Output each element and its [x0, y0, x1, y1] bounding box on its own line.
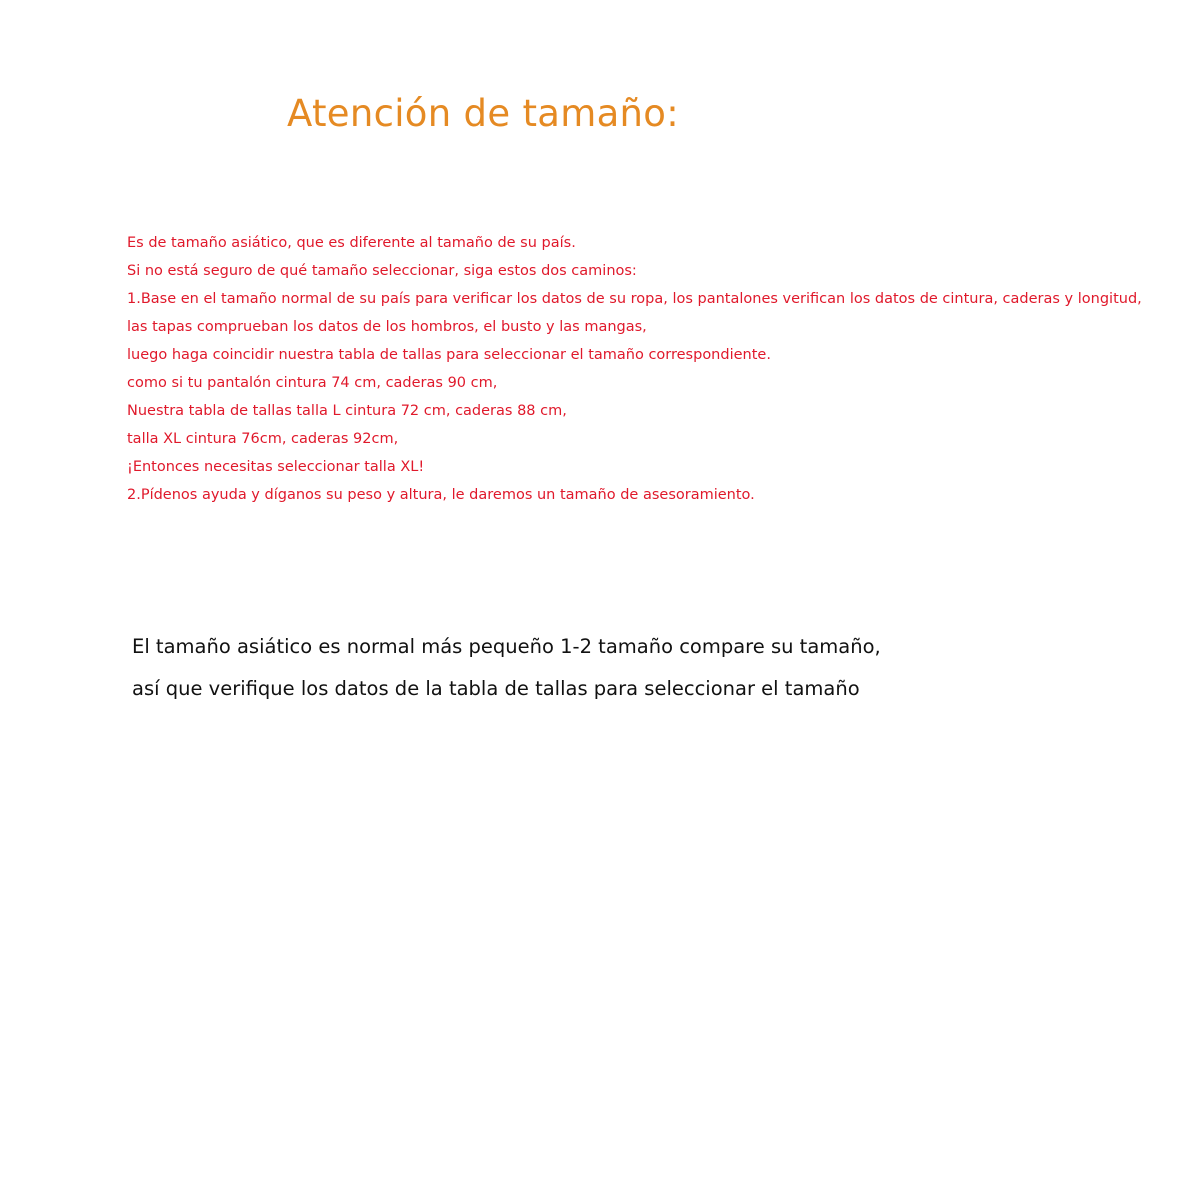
notice-line: Nuestra tabla de tallas talla L cintura 72 cm, caderas 88 cm, — [127, 403, 567, 419]
notice-line: 2.Pídenos ayuda y díganos su peso y altura, le daremos un tamaño de asesoramiento. — [127, 487, 755, 503]
notice-line: talla XL cintura 76cm, caderas 92cm, — [127, 431, 399, 447]
page-title: Atención de tamaño: — [287, 92, 680, 135]
notice-line: las tapas comprueban los datos de los hombros, el busto y las mangas, — [127, 319, 647, 335]
summary-line: El tamaño asiático es normal más pequeño 1-2 tamaño compare su tamaño, — [132, 635, 881, 658]
size-summary-block — [132, 626, 1172, 710]
notice-line: como si tu pantalón cintura 74 cm, caderas 90 cm, — [127, 375, 498, 391]
notice-line: Si no está seguro de qué tamaño seleccionar, siga estos dos caminos: — [127, 263, 637, 279]
notice-line: 1.Base en el tamaño normal de su país para verificar los datos de su ropa, los pantalones verifican los datos de cintura, caderas y longitud, — [127, 291, 1142, 307]
size-notice-block — [127, 229, 1187, 509]
notice-line: Es de tamaño asiático, que es diferente al tamaño de su país. — [127, 235, 576, 251]
notice-line: luego haga coincidir nuestra tabla de tallas para seleccionar el tamaño correspondiente. — [127, 347, 771, 363]
notice-line: ¡Entonces necesitas seleccionar talla XL! — [127, 459, 425, 475]
summary-line: así que verifique los datos de la tabla de tallas para seleccionar el tamaño — [132, 677, 860, 700]
